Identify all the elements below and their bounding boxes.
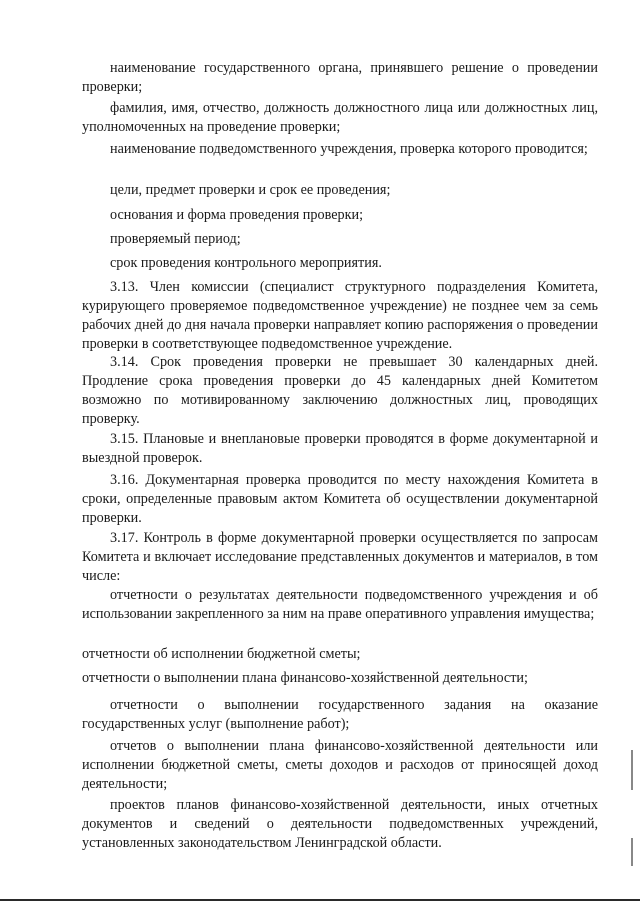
paragraph-state-assignment: отчетности о выполнении государственного задания на оказание государственных услуг (выполнение работ); [82, 697, 598, 732]
paragraph-3-15: 3.15. Плановые и внеплановые проверки проводятся в форме документарной и выездной проверок. [82, 431, 598, 466]
paragraph-inspector-names: фамилия, имя, отчество, должность должностного лица или должностных лиц, уполномоченных на проведение проверки; [82, 100, 598, 135]
paragraph-grounds: основания и форма проведения проверки; [110, 207, 364, 223]
scan-edge-mark [631, 750, 633, 790]
paragraph-budget-estimate: отчетности об исполнении бюджетной сметы; [82, 646, 361, 662]
paragraph-term: срок проведения контрольного мероприятия. [110, 255, 382, 271]
page-bottom-rule [0, 899, 640, 901]
paragraph-authority-name: наименование государственного органа, принявшего решение о проведении проверки; [82, 60, 598, 95]
paragraph-period: проверяемый период; [110, 231, 241, 247]
scan-edge-mark [631, 838, 633, 866]
paragraph-plan-reports: отчетов о выполнении плана финансово-хозяйственной деятельности или исполнении бюджетной сметы, сметы доходов и расходов от приносящей доход деятельности; [82, 738, 598, 792]
paragraph-3-16: 3.16. Документарная проверка проводится по месту нахождения Комитета в сроки, определенные правовым актом Комитета об осуществлении документарной проверки. [82, 472, 598, 526]
paragraph-3-14: 3.14. Срок проведения проверки не превышает 30 календарных дней. Продление срока проведения проверки до 45 календарных дней Комитетом возможно по мотивированному заключению должностных лиц, проводящих проверку. [82, 354, 598, 427]
paragraph-results-reporting: отчетности о результатах деятельности подведомственного учреждения и об использовании закрепленного за ним на праве оперативного управления имущества; [82, 587, 598, 622]
paragraph-financial-plan: отчетности о выполнении плана финансово-хозяйственной деятельности; [82, 670, 528, 686]
paragraph-institution-name: наименование подведомственного учреждения, проверка которого проводится; [110, 141, 588, 157]
paragraph-goals: цели, предмет проверки и срок ее проведения; [110, 182, 391, 198]
paragraph-3-17: 3.17. Контроль в форме документарной проверки осуществляется по запросам Комитета и включает исследование представленных документов и материалов, в том числе: [82, 530, 598, 584]
paragraph-draft-plans: проектов планов финансово-хозяйственной деятельности, иных отчетных документов и сведений о деятельности подведомственных учреждений, установленных законодательством Ленинградской области. [82, 797, 598, 851]
paragraph-3-13: 3.13. Член комиссии (специалист структурного подразделения Комитета, курирующего проверяемое подведомственное учреждение) не позднее чем за семь рабочих дней до дня начала проверки направляет копию распоряжения о проведении проверки в соответствующее подведомственное учреждение. [82, 279, 598, 352]
